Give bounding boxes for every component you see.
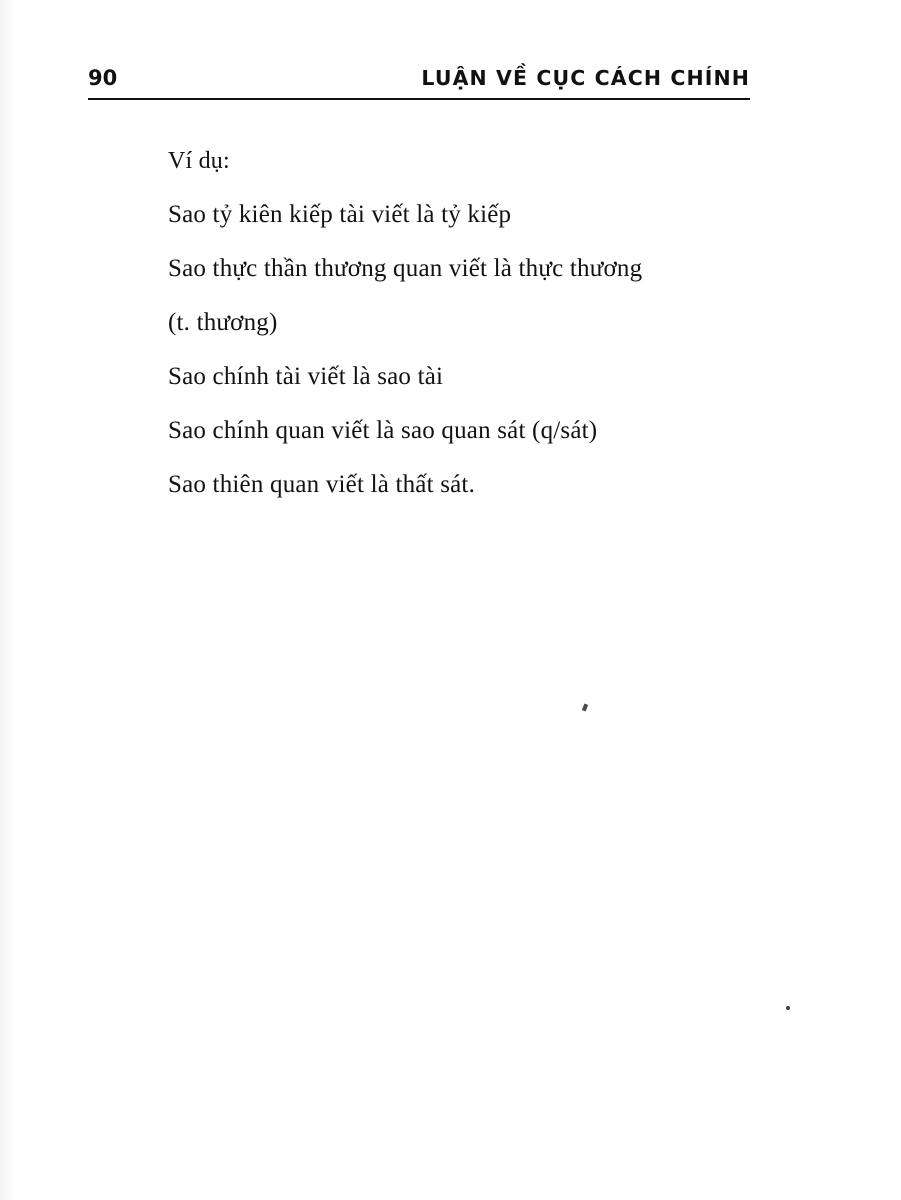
header-divider [88, 98, 750, 100]
running-head-title: LUẬN VỀ CỤC CÁCH CHÍNH [421, 66, 750, 90]
body-text [168, 134, 768, 512]
body-line: Ví dụ: [168, 148, 230, 174]
body-line: Sao tỷ kiên kiếp tài viết là tỷ kiếp [168, 201, 512, 228]
body-line: Sao thực thần thương quan viết là thực thương [168, 255, 643, 282]
page-edge-shading [0, 0, 14, 1200]
page-speck-mark [582, 704, 588, 712]
body-line: (t. thương) [168, 309, 278, 336]
body-line: Sao thiên quan viết là thất sát. [168, 471, 476, 498]
body-line: Sao chính tài viết là sao tài [168, 363, 444, 390]
page-number: 90 [88, 66, 118, 90]
body-line: Sao chính quan viết là sao quan sát (q/sát) [168, 417, 598, 444]
page-speck-mark [786, 1006, 790, 1010]
page-header [88, 60, 750, 102]
